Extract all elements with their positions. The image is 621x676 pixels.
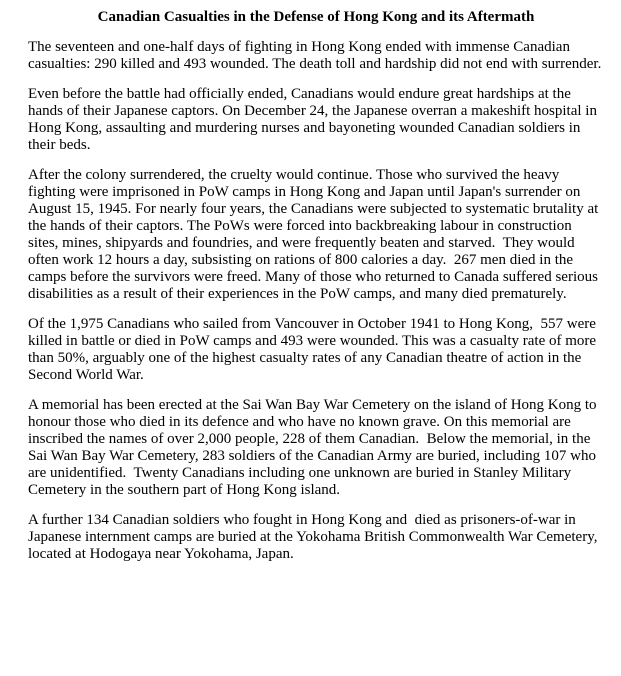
document-title: Canadian Casualties in the Defense of Hong Kong and its Aftermath <box>97 9 535 25</box>
paragraph-hospital-attack: Even before the battle had officially ended, Canadians would endure great hardships at the hands of their Japanese captors. On December 24, the Japanese overran a makeshift hospital in Hong Kong, assaulting and murdering nurses and bayoneting wounded Canadian soldiers in their beds. <box>28 86 601 153</box>
paragraph-sai-wan-memorial: A memorial has been erected at the Sai Wan Bay War Cemetery on the island of Hong Kong to honour those who died in its defence and who have no known grave. On this memorial are inscribed the names of over 2,000 people, 228 of them Canadian. Below the memorial, in the Sai Wan Bay War Cemetery, 283 soldiers of the Canadian Army are buried, including 107 who are unidentified. Twenty Canadians including one unknown are buried in Stanley Military Cemetery in the southern part of Hong Kong island. <box>28 397 601 498</box>
paragraph-casualty-summary: The seventeen and one-half days of fighting in Hong Kong ended with immense Canadian casualties: 290 killed and 493 wounded. The death toll and hardship did not end with surrender. <box>28 39 602 72</box>
document-body <box>28 39 604 563</box>
paragraph-casualty-rate: Of the 1,975 Canadians who sailed from Vancouver in October 1941 to Hong Kong, 557 were killed in battle or died in PoW camps and 493 were wounded. This was a casualty rate of more than 50%, arguably one of the highest casualty rates of any Canadian theatre of action in the Second World War. <box>28 316 600 383</box>
paragraph-yokohama-cemetery: A further 134 Canadian soldiers who fought in Hong Kong and died as prisoners-of-war in Japanese internment camps are buried at the Yokohama British Commonwealth War Cemetery, located at Hodogaya near Yokohama, Japan. <box>28 512 602 562</box>
paragraph-pow-camps: After the colony surrendered, the cruelty would continue. Those who survived the heavy fighting were imprisoned in PoW camps in Hong Kong and Japan until Japan's surrender on August 15, 1945. For nearly four years, the Canadians were subjected to systematic brutality at the hands of their captors. The PoWs were forced into backbreaking labour in construction sites, mines, shipyards and foundries, and were frequently beaten and starved. They would often work 12 hours a day, subsisting on rations of 800 calories a day. 267 men died in the camps before the survivors were freed. Many of those who returned to Canada suffered serious disabilities as a result of their experiences in the PoW camps, and many died prematurely. <box>28 167 603 302</box>
